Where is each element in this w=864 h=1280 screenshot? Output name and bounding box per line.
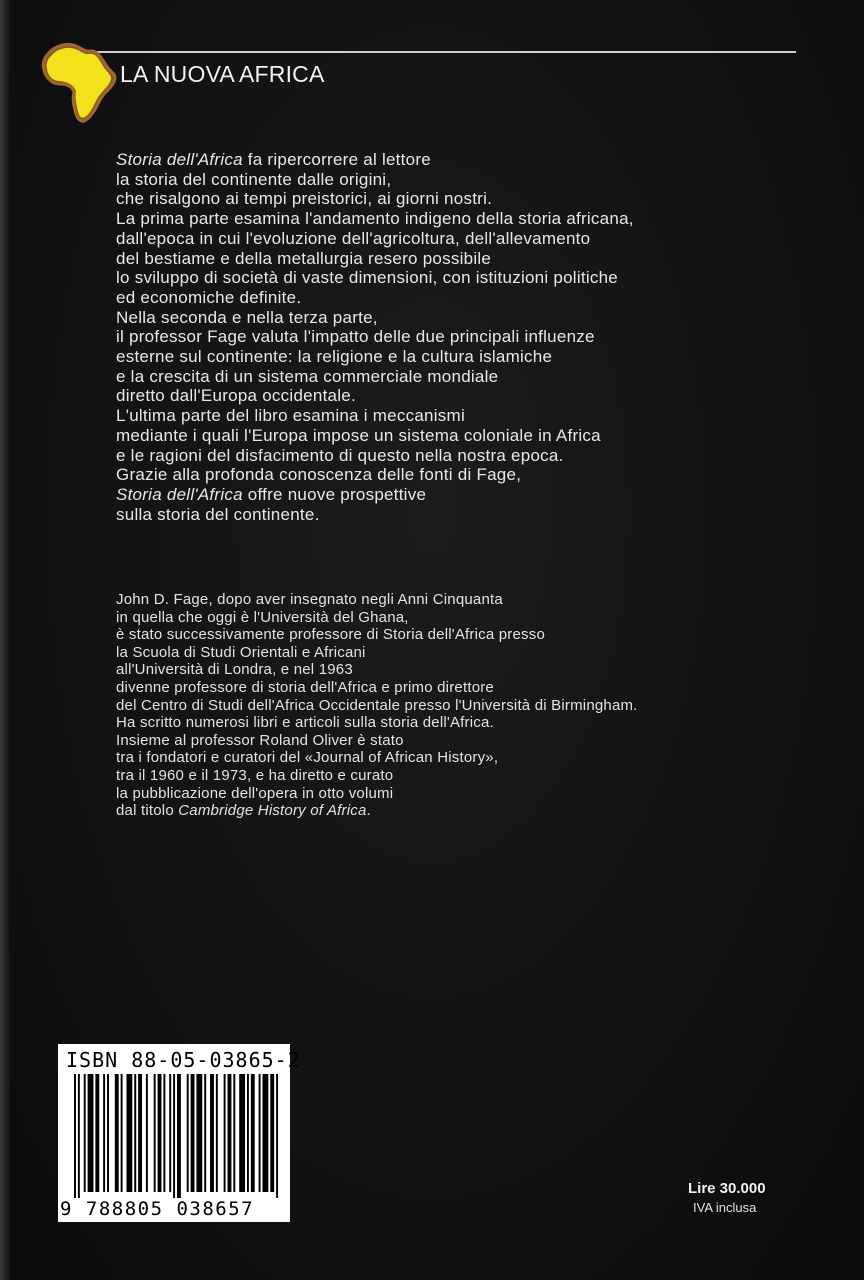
barcode-bar — [88, 1074, 94, 1192]
barcode-bar — [216, 1074, 218, 1192]
africa-map-icon — [38, 38, 118, 126]
blurb-line — [116, 150, 816, 170]
barcode-bars — [74, 1074, 280, 1198]
text-segment: la Scuola di Studi Orientali e Africani — [116, 643, 366, 661]
barcode-bar — [210, 1074, 214, 1192]
bio-line — [116, 609, 816, 627]
text-segment: e le ragioni del disfacimento di questo nella nostra epoca. — [116, 445, 564, 465]
bio-line — [116, 697, 816, 715]
text-segment: del bestiame e della metallurgia resero possibile — [116, 248, 492, 268]
text-segment: che risalgono ai tempi preistorici, ai giorni nostri. — [116, 189, 493, 209]
bio-line — [116, 714, 816, 732]
barcode-bar — [196, 1074, 202, 1192]
barcode-bar — [95, 1074, 99, 1192]
text-segment: Storia dell'Africa — [116, 484, 243, 504]
barcode-bar — [224, 1074, 226, 1192]
barcode-bar — [121, 1074, 123, 1192]
book-spine-edge — [0, 0, 10, 1280]
text-segment: del Centro di Studi dell'Africa Occidentale presso l'Università di Birmingham. — [116, 696, 638, 714]
blurb-line — [116, 406, 816, 426]
text-segment: il professor Fage valuta l'impatto delle due principali influenze — [116, 327, 595, 347]
blurb-line — [116, 170, 816, 190]
text-segment: divenne professore di storia dell'Africa e primo direttore — [116, 678, 494, 696]
bio-line — [116, 749, 816, 767]
barcode-bar — [154, 1074, 156, 1192]
text-segment: Ha scritto numerosi libri e articoli sulla storia dell'Africa. — [116, 714, 494, 732]
bio-line — [116, 591, 816, 609]
barcode-bar — [74, 1074, 76, 1198]
text-segment: Cambridge History of Africa — [178, 802, 367, 820]
text-segment: esterne sul continente: la religione e la cultura islamiche — [116, 347, 553, 367]
barcode-bar — [107, 1074, 109, 1192]
text-segment: fa ripercorrere al lettore — [242, 150, 431, 169]
barcode-bar — [276, 1074, 278, 1198]
barcode-bar — [233, 1074, 235, 1192]
text-segment: diretto dall'Europa occidentale. — [116, 386, 356, 406]
text-segment: la storia del continente dalle origini, — [116, 169, 392, 189]
blurb-line — [116, 347, 816, 367]
bio-line — [116, 644, 816, 662]
barcode-bar — [177, 1074, 181, 1198]
text-segment: L'ultima parte del libro esamina i meccanismi — [116, 406, 465, 426]
barcode-bar — [239, 1074, 245, 1192]
barcode-bar — [169, 1074, 171, 1192]
barcode-bar — [126, 1074, 132, 1192]
blurb-line — [116, 465, 816, 485]
barcode-bar — [259, 1074, 261, 1192]
series-title: LA NUOVA AFRICA — [120, 61, 325, 87]
barcode-bar — [115, 1074, 119, 1192]
bio-line — [116, 679, 816, 697]
barcode-bar — [251, 1074, 255, 1192]
blurb-line — [116, 268, 816, 288]
barcode-bar — [103, 1074, 105, 1192]
text-segment: sulla storia del continente. — [116, 504, 320, 524]
blurb-line — [116, 327, 816, 347]
blurb-line — [116, 288, 816, 308]
text-segment: è stato successivamente professore di Storia dell'Africa presso — [116, 626, 545, 644]
barcode-bar — [134, 1074, 136, 1192]
blurb-line — [116, 386, 816, 406]
text-segment: Storia dell'Africa — [116, 150, 243, 169]
text-segment: Grazie alla profonda conoscenza delle fonti di Fage, — [116, 465, 522, 485]
price-label: Lire 30.000 — [688, 1180, 766, 1197]
blurb-line — [116, 249, 816, 269]
bio-line — [116, 661, 816, 679]
blurb-line — [116, 209, 816, 229]
text-segment: Nella seconda e nella terza parte, — [116, 307, 378, 327]
barcode-bar — [78, 1074, 80, 1198]
blurb-line — [116, 446, 816, 466]
blurb-line — [116, 505, 816, 525]
blurb-line — [116, 308, 816, 328]
text-segment: dall'epoca in cui l'evoluzione dell'agricoltura, dell'allevamento — [116, 228, 591, 248]
text-segment: la pubblicazione dell'opera in otto volumi — [116, 784, 394, 802]
text-segment: La prima parte esamina l'andamento indigeno della storia africana, — [116, 209, 634, 229]
barcode-bar — [163, 1074, 165, 1192]
blurb-line — [116, 367, 816, 387]
bio-line — [116, 767, 816, 785]
barcode-bar — [158, 1074, 162, 1192]
header-rule — [60, 51, 796, 53]
barcode-bar — [191, 1074, 195, 1192]
barcode-box — [58, 1044, 301, 1222]
bio-line — [116, 802, 816, 820]
text-segment: e la crescita di un sistema commerciale mondiale — [116, 366, 499, 386]
ean-digits: 9 788805 038657 — [60, 1198, 255, 1220]
blurb-line — [116, 189, 816, 209]
text-segment: in quella che oggi è l'Università del Ghana, — [116, 608, 409, 626]
barcode-bar — [247, 1074, 249, 1192]
bio-line — [116, 785, 816, 803]
text-segment: tra il 1960 e il 1973, e ha diretto e curato — [116, 766, 394, 784]
text-segment: lo sviluppo di società di vaste dimensioni, con istituzioni politiche — [116, 268, 619, 288]
text-segment: tra i fondatori e curatori del «Journal of African History», — [116, 749, 499, 767]
vat-note: IVA inclusa — [693, 1200, 757, 1215]
barcode-bar — [270, 1074, 274, 1192]
blurb-paragraph — [116, 150, 816, 524]
barcode-bar — [173, 1074, 175, 1198]
text-segment: all'Università di Londra, e nel 1963 — [116, 661, 353, 679]
text-segment: Insieme al professor Roland Oliver è stato — [116, 731, 404, 749]
blurb-line — [116, 229, 816, 249]
isbn-label: ISBN 88-05-03865-2 — [66, 1048, 301, 1072]
text-segment: . — [366, 802, 371, 820]
barcode-bar — [228, 1074, 232, 1192]
barcode-bar — [204, 1074, 206, 1192]
author-bio — [116, 591, 816, 820]
barcode-bar — [263, 1074, 269, 1192]
barcode-bar — [84, 1074, 86, 1192]
bio-line — [116, 626, 816, 644]
text-segment: dal titolo — [116, 802, 179, 820]
barcode-bar — [146, 1074, 148, 1192]
bio-line — [116, 732, 816, 750]
barcode-bar — [187, 1074, 189, 1192]
text-segment: ed economiche definite. — [116, 287, 302, 307]
barcode-bar — [138, 1074, 142, 1192]
blurb-line — [116, 426, 816, 446]
text-segment: John D. Fage, dopo aver insegnato negli Anni Cinquanta — [116, 591, 503, 608]
blurb-line — [116, 485, 816, 505]
text-segment: mediante i quali l'Europa impose un sistema coloniale in Africa — [116, 425, 601, 445]
text-segment: offre nuove prospettive — [242, 484, 427, 504]
